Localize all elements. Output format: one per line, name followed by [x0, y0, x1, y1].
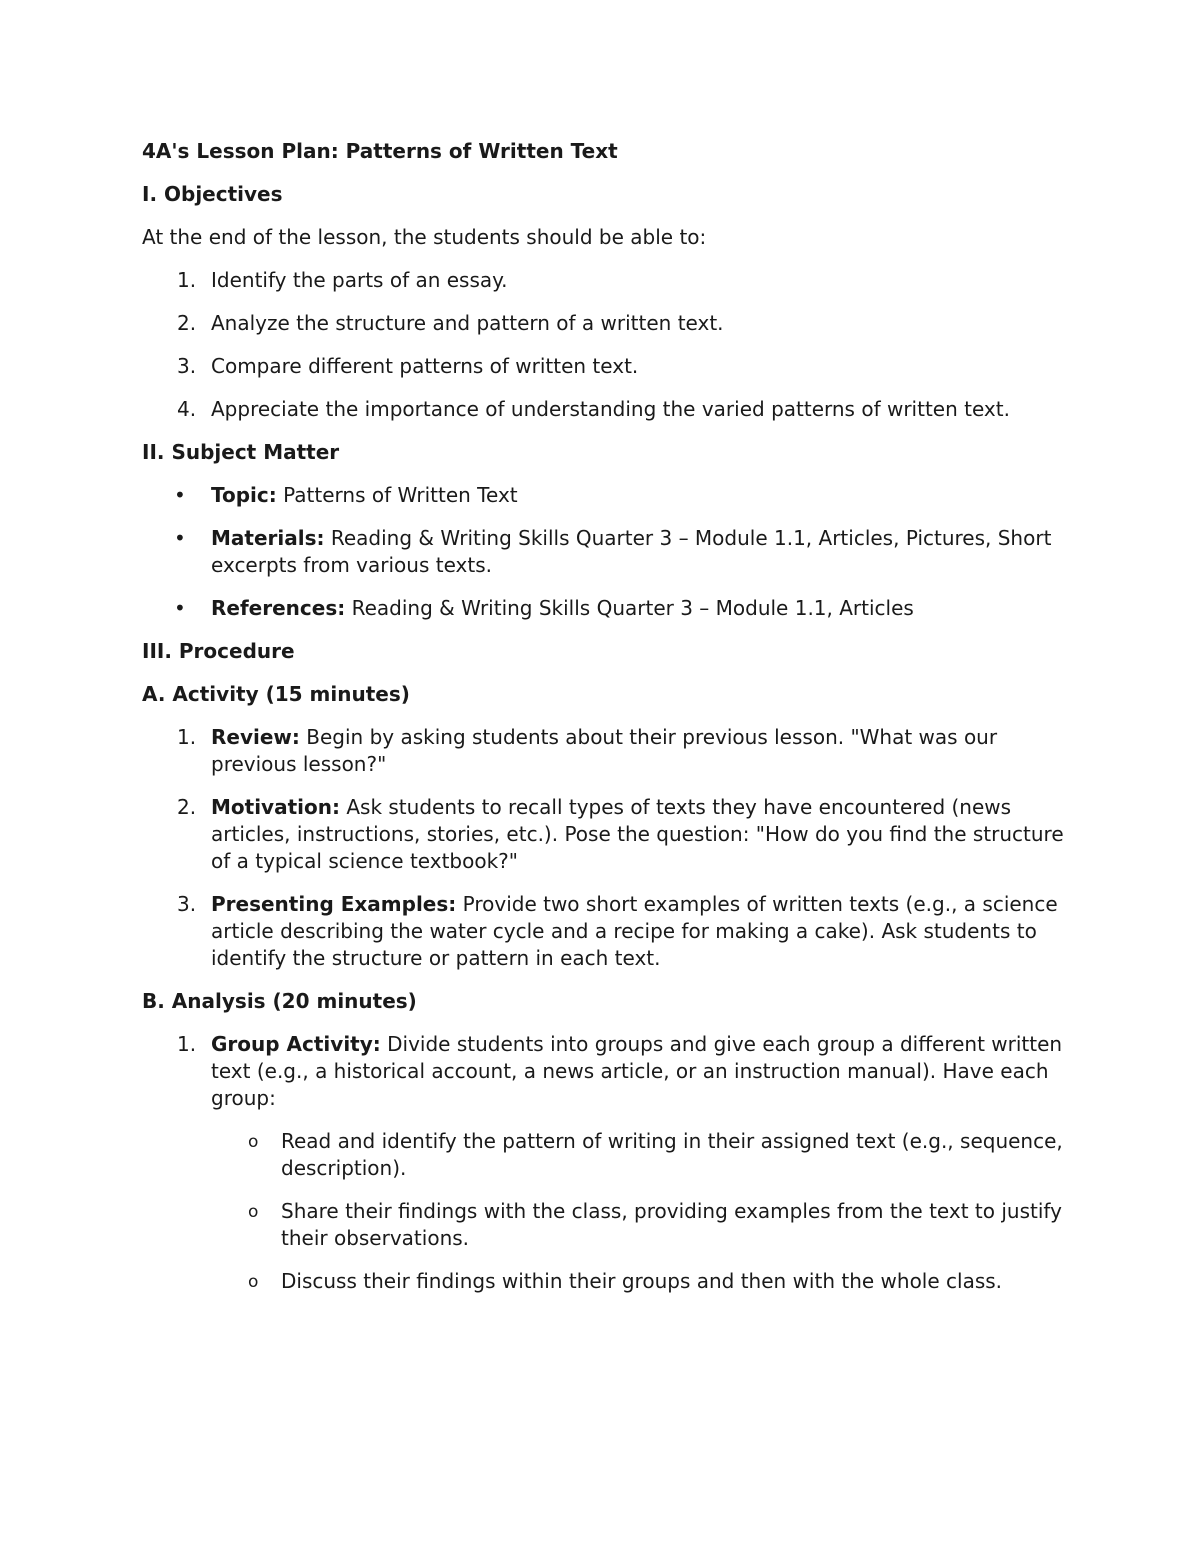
procedure-heading: III. Procedure [142, 639, 295, 663]
objectives-intro: At the end of the lesson, the students should be able to: [142, 225, 707, 249]
list-item: 3. Presenting Examples: Provide two short examples of written texts (e.g., a science article describing the water cycle and a recipe for making a cake). Ask students to identify the structure or pattern in each text. [177, 892, 1058, 970]
list-item: o Read and identify the pattern of writing in their assigned text (e.g., sequence, description). [248, 1129, 1063, 1180]
activity-heading: A. Activity (15 minutes) [142, 682, 410, 706]
list-item: 4. Appreciate the importance of understanding the varied patterns of written text. [177, 397, 1010, 421]
list-item: 1. Review: Begin by asking students about their previous lesson. "What was our previous lesson?" [177, 725, 998, 776]
document-title: 4A's Lesson Plan: Patterns of Written Text [142, 139, 618, 163]
list-item: • Topic: Patterns of Written Text [174, 483, 518, 507]
circle-bullet-icon: o [248, 1202, 259, 1222]
subject-matter-heading: II. Subject Matter [142, 440, 340, 464]
document-page [142, 138, 1072, 1311]
activity-list [142, 724, 1072, 972]
list-item: o Discuss their findings within their groups and then with the whole class. [211, 1268, 1072, 1295]
bullet-icon: • [174, 596, 186, 620]
bullet-icon: • [174, 526, 186, 550]
list-item: 1. Identify the parts of an essay. [177, 268, 508, 292]
circle-bullet-icon: o [248, 1132, 259, 1152]
bullet-icon: • [174, 483, 186, 507]
list-item: • Materials: Reading & Writing Skills Quarter 3 – Module 1.1, Articles, Pictures, Short excerpts from various texts. [174, 526, 1052, 577]
objectives-list [142, 267, 1072, 423]
analysis-heading: B. Analysis (20 minutes) [142, 989, 417, 1013]
subject-matter-list [142, 482, 1072, 622]
list-item: 1. Group Activity: Divide students into groups and give each group a different written text (e.g., a historical account, a news article, or an instruction manual). Have each group: o Read and identify the pattern of writing in their assigned text (e.g., sequence, description). o Share their findings with the class, providing examples from the text to justify their observations. o Discuss their findings within their groups and then with the whole class. [142, 1031, 1072, 1295]
list-item: o Share their findings with the class, providing examples from the text to justify their observations. [248, 1199, 1062, 1250]
group-activity-sublist [211, 1128, 1072, 1295]
objectives-heading: I. Objectives [142, 182, 283, 206]
list-item: 2. Analyze the structure and pattern of a written text. [177, 311, 724, 335]
analysis-list [142, 1031, 1072, 1295]
circle-bullet-icon: o [248, 1272, 259, 1292]
list-item: 3. Compare different patterns of written text. [177, 354, 639, 378]
list-item: • References: Reading & Writing Skills Quarter 3 – Module 1.1, Articles [174, 596, 914, 620]
list-item: 2. Motivation: Ask students to recall types of texts they have encountered (news articles, instructions, stories, etc.). Pose the question: "How do you find the structure of a typical science textbook?" [177, 795, 1064, 873]
